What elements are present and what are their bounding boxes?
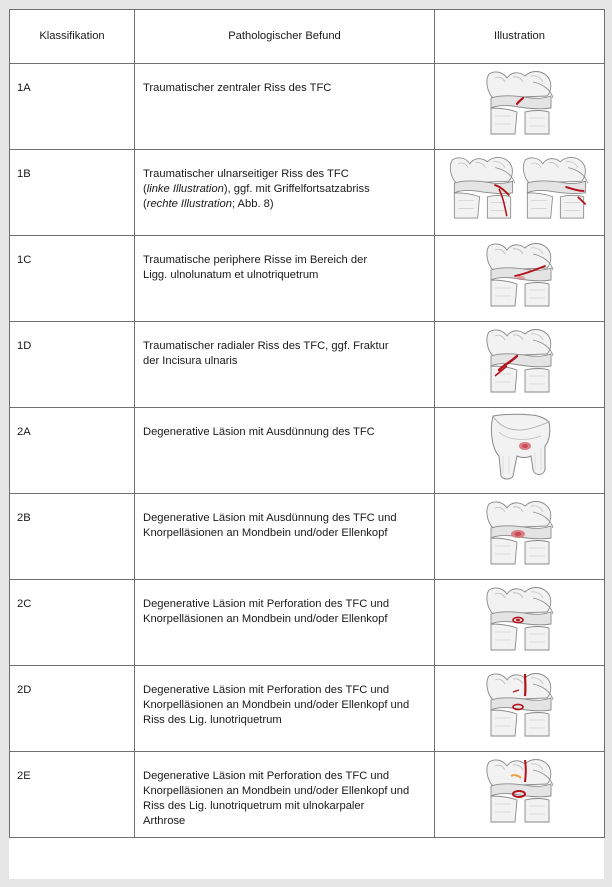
row-finding [135, 408, 435, 494]
finding-line: Knorpelläsionen an Mondbein und/oder Ellenkopf [143, 613, 388, 625]
row-class: 1A [10, 64, 135, 150]
wrist-illustration-left [447, 154, 518, 222]
row-illustration [435, 64, 605, 150]
row-finding [135, 666, 435, 752]
finding-text: ; Abb. 8) [231, 198, 274, 210]
row-finding [135, 494, 435, 580]
header-illustration: Illustration [435, 10, 605, 64]
row-illustration [435, 322, 605, 408]
finding-line: Riss des Lig. lunotriquetrum mit ulnokarpaler [143, 800, 365, 812]
row-illustration [435, 494, 605, 580]
row-class: 2C [10, 580, 135, 666]
row-illustration [435, 752, 605, 838]
wrist-illustration [485, 670, 555, 740]
finding-line: Arthrose [143, 815, 186, 827]
finding-line: Traumatischer ulnarseitiger Riss des TFC [143, 168, 349, 180]
table-row [10, 236, 605, 322]
finding-line: Degenerative Läsion mit Ausdünnung des TFC und [143, 512, 397, 524]
page [9, 9, 604, 879]
wrist-illustration [485, 68, 555, 138]
finding-line: (rechte Illustration; Abb. 8) [143, 198, 274, 210]
finding-line: Knorpelläsionen an Mondbein und/oder Ellenkopf [143, 527, 388, 539]
table-row [10, 322, 605, 408]
finding-line: (linke Illustration), ggf. mit Griffelfortsatzabriss [143, 183, 370, 195]
row-finding [135, 580, 435, 666]
table-row [10, 64, 605, 150]
finding-text: ), ggf. mit Griffelfortsatzabriss [223, 183, 370, 195]
row-class: 2A [10, 408, 135, 494]
finding-line: Degenerative Läsion mit Perforation des TFC und [143, 598, 390, 610]
row-class: 2E [10, 752, 135, 838]
row-class: 1D [10, 322, 135, 408]
finding-line: Traumatischer zentraler Riss des TFC [143, 82, 332, 94]
row-finding [135, 64, 435, 150]
finding-line: Degenerative Läsion mit Perforation des TFC und [143, 684, 390, 696]
finding-italic: rechte Illustration [146, 198, 232, 210]
illustration-pair [447, 152, 591, 222]
table-header-row [10, 10, 605, 64]
finding-line: Knorpelläsionen an Mondbein und/oder Ellenkopf und [143, 785, 410, 797]
finding-line: Ligg. ulnolunatum et ulnotriquetrum [143, 269, 319, 281]
wrist-illustration [485, 756, 555, 826]
wrist-illustration [485, 498, 555, 568]
wrist-illustration [485, 326, 555, 396]
finding-line: Knorpelläsionen an Mondbein und/oder Ellenkopf und [143, 699, 410, 711]
row-finding [135, 150, 435, 236]
finding-line: Degenerative Läsion mit Ausdünnung des TFC [143, 426, 375, 438]
row-class: 2D [10, 666, 135, 752]
row-illustration [435, 236, 605, 322]
header-finding: Pathologischer Befund [135, 10, 435, 64]
finding-line: Degenerative Läsion mit Perforation des TFC und [143, 770, 390, 782]
row-illustration [435, 580, 605, 666]
table-row [10, 666, 605, 752]
wrist-illustration [485, 584, 555, 654]
header-classification: Klassifikation [10, 10, 135, 64]
row-finding [135, 236, 435, 322]
row-finding [135, 752, 435, 838]
finding-line: Traumatischer radialer Riss des TFC, ggf. Fraktur [143, 340, 389, 352]
row-class: 2B [10, 494, 135, 580]
row-illustration [435, 150, 605, 236]
finding-line: der Incisura ulnaris [143, 355, 238, 367]
row-illustration [435, 408, 605, 494]
row-class: 1C [10, 236, 135, 322]
classification-table [9, 9, 605, 838]
wrist-illustration [485, 240, 555, 310]
finding-italic: linke Illustration [146, 183, 224, 195]
wrist-illustration-right [520, 154, 591, 222]
finding-line: Traumatische periphere Risse im Bereich der [143, 254, 368, 266]
table-row [10, 408, 605, 494]
table-row [10, 580, 605, 666]
row-finding [135, 322, 435, 408]
tfc-illustration [485, 412, 555, 482]
table-row [10, 494, 605, 580]
finding-line: Riss des Lig. lunotriquetrum [143, 714, 282, 726]
table-row [10, 150, 605, 236]
table-row [10, 752, 605, 838]
row-class: 1B [10, 150, 135, 236]
row-illustration [435, 666, 605, 752]
